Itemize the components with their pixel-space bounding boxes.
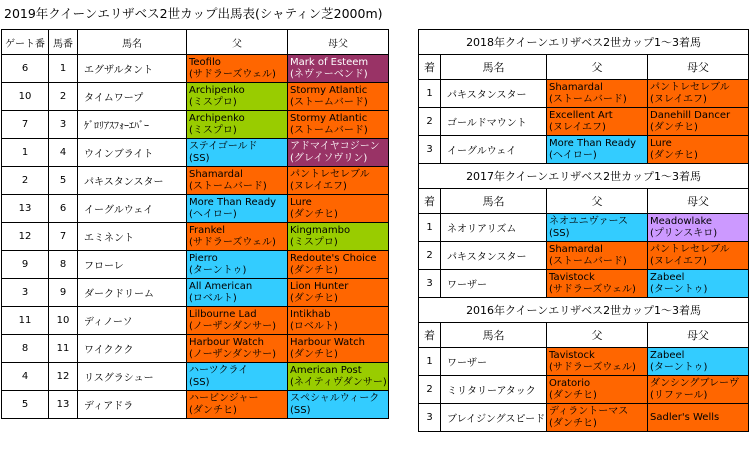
horse-name: エミネント <box>78 223 187 251</box>
result-row <box>419 108 749 136</box>
horse-name: ネオリアリズム <box>441 214 547 242</box>
sire-cell <box>187 111 288 139</box>
sire-line: (ストームバード) <box>549 255 627 267</box>
sire-line: (SS) <box>189 152 210 164</box>
dam-sire-cell <box>288 335 389 363</box>
dam-sire-line: (プリンスキロ) <box>650 227 718 239</box>
dam-sire-cell <box>288 279 389 307</box>
entry-row <box>2 391 389 419</box>
gate-number: 8 <box>2 335 49 363</box>
entry-row <box>2 111 389 139</box>
dam-sire-cell <box>288 391 389 419</box>
sire-name: Lilbourne Lad <box>189 308 257 320</box>
sire-line: (サドラーズウェル) <box>189 236 276 248</box>
header-sire: 父 <box>547 323 648 348</box>
sire-name: Tavistock <box>549 349 595 361</box>
horse-name: リスグラシュー <box>78 363 187 391</box>
gate-number: 4 <box>2 363 49 391</box>
sire-cell <box>187 391 288 419</box>
sire-name: Shamardal <box>549 243 603 255</box>
dam-sire-name: Stormy Atlantic <box>290 112 368 124</box>
dam-sire-line: (ミスプロ) <box>290 236 338 248</box>
dam-sire-line: (ダンチヒ) <box>650 121 698 133</box>
sire-cell <box>187 279 288 307</box>
sire-name: ハービンジャー <box>189 392 259 404</box>
dam-sire-line: (リファール) <box>650 389 708 401</box>
dam-sire-line: (SS) <box>290 404 311 416</box>
dam-sire-name: Intikhab <box>290 308 331 320</box>
header-horse: 馬名 <box>441 189 547 214</box>
horse-number: 10 <box>49 307 78 335</box>
sire-cell <box>187 167 288 195</box>
dam-sire-name: アドマイヤコジーン <box>290 140 380 152</box>
dam-sire-cell <box>288 55 389 83</box>
section-title: 2017年クイーンエリザベス2世カップ1～3着馬 <box>419 164 749 189</box>
sire-cell <box>187 251 288 279</box>
sire-cell <box>547 348 648 376</box>
horse-name: ワーザー <box>441 348 547 376</box>
dam-sire-line: (ストームバード) <box>290 96 368 108</box>
sire-cell <box>547 214 648 242</box>
horse-number: 9 <box>49 279 78 307</box>
dam-sire-cell <box>648 404 749 432</box>
sire-name: Frankel <box>189 224 225 236</box>
sire-line: (ターントゥ) <box>189 264 247 276</box>
result-row <box>419 136 749 164</box>
header-place: 着 <box>419 323 441 348</box>
result-row <box>419 242 749 270</box>
section-header-row <box>419 323 749 348</box>
horse-name: パキスタンスター <box>441 80 547 108</box>
entry-row <box>2 335 389 363</box>
dam-sire-cell <box>648 242 749 270</box>
horse-number: 11 <box>49 335 78 363</box>
dam-sire-cell <box>288 139 389 167</box>
entry-table <box>1 29 389 419</box>
sire-line: (ストームバード) <box>189 180 267 192</box>
dam-sire-line: (ダンチヒ) <box>290 348 338 360</box>
header-dam-sire: 母父 <box>648 55 749 80</box>
entry-row <box>2 363 389 391</box>
horse-number: 3 <box>49 111 78 139</box>
dam-sire-line: (ダンチヒ) <box>290 208 338 220</box>
sire-name: Pierro <box>189 252 218 264</box>
dam-sire-name: ダンシングブレーヴ <box>650 377 739 389</box>
dam-sire-line: (グレイソヴリン) <box>290 152 368 164</box>
header-sire: 父 <box>187 30 288 55</box>
gate-number: 1 <box>2 139 49 167</box>
sire-line: (ダンチヒ) <box>549 417 597 429</box>
horse-name: ウインブライト <box>78 139 187 167</box>
dam-sire-name: Kingmambo <box>290 224 351 236</box>
sire-line: (ミスプロ) <box>189 96 237 108</box>
dam-sire-cell <box>648 270 749 298</box>
dam-sire-name: Harbour Watch <box>290 336 365 348</box>
sire-name: All American <box>189 280 253 292</box>
header-dam-sire: 母父 <box>648 189 749 214</box>
gate-number: 5 <box>2 391 49 419</box>
sire-name: ステイゴールド <box>189 140 258 152</box>
horse-number: 1 <box>49 55 78 83</box>
horse-number: 12 <box>49 363 78 391</box>
dam-sire-name: Mark of Esteem <box>290 56 369 68</box>
dam-sire-cell <box>288 251 389 279</box>
dam-sire-cell <box>648 108 749 136</box>
entry-row <box>2 279 389 307</box>
sire-name: Oratorio <box>549 377 591 389</box>
dam-sire-name: American Post <box>290 364 362 376</box>
horse-name: ブレイジングスピード <box>441 404 547 432</box>
finish-place: 1 <box>419 348 441 376</box>
horse-name: ミリタリーアタック <box>441 376 547 404</box>
header-gate: ゲート番 <box>2 30 49 55</box>
sire-name: Archipenko <box>189 112 245 124</box>
sire-name: Shamardal <box>549 81 603 93</box>
sire-name: More Than Ready <box>189 196 277 208</box>
sire-cell <box>187 195 288 223</box>
sire-cell <box>187 139 288 167</box>
horse-number: 6 <box>49 195 78 223</box>
dam-sire-name: パントレセレブル <box>650 81 730 93</box>
gate-number: 2 <box>2 167 49 195</box>
sire-line: (ミスプロ) <box>189 124 237 136</box>
dam-sire-name: Redoute's Choice <box>290 252 377 264</box>
dam-sire-line: (ネイティヴダンサー) <box>290 376 387 388</box>
dam-sire-line: (ロベルト) <box>290 320 338 332</box>
finish-place: 3 <box>419 136 441 164</box>
entry-row <box>2 167 389 195</box>
entry-row <box>2 251 389 279</box>
sire-name: More Than Ready <box>549 137 637 149</box>
sire-line: (ヘイロー) <box>189 208 237 220</box>
gate-number: 6 <box>2 55 49 83</box>
dam-sire-cell <box>648 136 749 164</box>
dam-sire-name: スペシャルウィーク <box>290 392 380 404</box>
gate-number: 3 <box>2 279 49 307</box>
gate-number: 11 <box>2 307 49 335</box>
header-horse: 馬名 <box>78 30 187 55</box>
dam-sire-name: パントレセレブル <box>290 168 370 180</box>
finish-place: 1 <box>419 214 441 242</box>
horse-name: ワイククク <box>78 335 187 363</box>
finish-place: 2 <box>419 242 441 270</box>
dam-sire-line: (ダンチヒ) <box>290 292 338 304</box>
sire-cell <box>187 335 288 363</box>
result-row <box>419 80 749 108</box>
result-row <box>419 270 749 298</box>
sire-line: (ノーザンダンサー) <box>189 348 277 360</box>
result-row <box>419 404 749 432</box>
past-results-table <box>418 29 749 432</box>
sire-line: (ノーザンダンサー) <box>189 320 277 332</box>
entry-row <box>2 83 389 111</box>
dam-sire-line: (ヌレイエフ) <box>290 180 347 192</box>
dam-sire-name: Zabeel <box>650 271 685 283</box>
section-title-row <box>419 298 749 323</box>
dam-sire-name: Lure <box>650 137 672 149</box>
dam-sire-line: (ネヴァーベンド) <box>290 68 368 80</box>
dam-sire-cell <box>648 80 749 108</box>
dam-sire-line: (ターントゥ) <box>650 283 708 295</box>
header-horse: 馬名 <box>441 55 547 80</box>
dam-sire-name: Lion Hunter <box>290 280 349 292</box>
entry-row <box>2 307 389 335</box>
dam-sire-line: (ヌレイエフ) <box>650 255 707 267</box>
horse-name: ディアドラ <box>78 391 187 419</box>
sire-name: Excellent Art <box>549 109 613 121</box>
finish-place: 2 <box>419 376 441 404</box>
section-title-row <box>419 30 749 55</box>
section-header-row <box>419 55 749 80</box>
header-sire: 父 <box>547 189 648 214</box>
dam-sire-name: Danehill Dancer <box>650 109 731 121</box>
dam-sire-name: Lure <box>290 196 312 208</box>
sire-line: (SS) <box>549 227 570 239</box>
entry-row <box>2 223 389 251</box>
horse-name: ワーザー <box>441 270 547 298</box>
gate-number: 12 <box>2 223 49 251</box>
sire-cell <box>547 108 648 136</box>
sire-cell <box>187 363 288 391</box>
header-dam-sire: 母父 <box>288 30 389 55</box>
header-dam-sire: 母父 <box>648 323 749 348</box>
sire-cell <box>547 80 648 108</box>
sire-line: (ストームバード) <box>549 93 627 105</box>
dam-sire-cell <box>288 167 389 195</box>
finish-place: 2 <box>419 108 441 136</box>
dam-sire-cell <box>648 348 749 376</box>
entry-row <box>2 139 389 167</box>
horse-name: パキスタンスター <box>441 242 547 270</box>
finish-place: 1 <box>419 80 441 108</box>
dam-sire-cell <box>288 363 389 391</box>
sire-cell <box>547 242 648 270</box>
header-place: 着 <box>419 189 441 214</box>
horse-number: 2 <box>49 83 78 111</box>
sire-cell <box>187 55 288 83</box>
header-horse: 馬名 <box>441 323 547 348</box>
entry-row <box>2 55 389 83</box>
sire-line: (ヘイロー) <box>549 149 597 161</box>
sire-line: (ダンチヒ) <box>549 389 597 401</box>
horse-number: 5 <box>49 167 78 195</box>
horse-name: フローレ <box>78 251 187 279</box>
dam-sire-cell <box>288 83 389 111</box>
sire-line: (サドラーズウェル) <box>549 283 636 295</box>
sire-name: Archipenko <box>189 84 245 96</box>
dam-sire-name: パントレセレブル <box>650 243 730 255</box>
page-title: 2019年クイーンエリザベス2世カップ出馬表(シャティン芝2000m) <box>4 6 383 21</box>
horse-name: タイムワープ <box>78 83 187 111</box>
horse-number: 13 <box>49 391 78 419</box>
sire-cell <box>547 136 648 164</box>
entry-row <box>2 195 389 223</box>
sire-name: Shamardal <box>189 168 243 180</box>
sire-name: ネオユニヴァース <box>549 215 628 227</box>
horse-number: 4 <box>49 139 78 167</box>
horse-name: ｹﾞﾛﾘｱｽﾌｫｰｴﾊﾞｰ <box>78 111 187 139</box>
gate-number: 9 <box>2 251 49 279</box>
sire-line: (サドラーズウェル) <box>189 68 276 80</box>
horse-name: エグザルタント <box>78 55 187 83</box>
dam-sire-cell <box>288 111 389 139</box>
dam-sire-line: (ヌレイエフ) <box>650 93 707 105</box>
section-header-row <box>419 189 749 214</box>
result-row <box>419 376 749 404</box>
sire-cell <box>187 83 288 111</box>
horse-number: 8 <box>49 251 78 279</box>
header-number: 馬番 <box>49 30 78 55</box>
horse-name: パキスタンスター <box>78 167 187 195</box>
header-sire: 父 <box>547 55 648 80</box>
dam-sire-line: (ストームバード) <box>290 124 368 136</box>
finish-place: 3 <box>419 270 441 298</box>
sire-line: (ダンチヒ) <box>189 404 237 416</box>
sire-name: ハーツクライ <box>189 364 249 376</box>
dam-sire-name: Meadowlake <box>650 215 713 227</box>
header-place: 着 <box>419 55 441 80</box>
sire-name: ディラントーマス <box>549 405 629 417</box>
dam-sire-line: (ダンチヒ) <box>650 149 698 161</box>
dam-sire-name: Zabeel <box>650 349 685 361</box>
dam-sire-name: Sadler's Wells <box>650 411 720 423</box>
sire-line: (ロベルト) <box>189 292 237 304</box>
horse-name: ゴールドマウント <box>441 108 547 136</box>
dam-sire-line: (ターントゥ) <box>650 361 708 373</box>
sire-line: (ヌレイエフ) <box>549 121 606 133</box>
dam-sire-cell <box>288 195 389 223</box>
finish-place: 3 <box>419 404 441 432</box>
sire-cell <box>187 223 288 251</box>
horse-name: ディノーソ <box>78 307 187 335</box>
dam-sire-cell <box>648 214 749 242</box>
sire-cell <box>187 307 288 335</box>
gate-number: 13 <box>2 195 49 223</box>
gate-number: 10 <box>2 83 49 111</box>
dam-sire-cell <box>288 223 389 251</box>
section-title: 2016年クイーンエリザベス2世カップ1～3着馬 <box>419 298 749 323</box>
horse-number: 7 <box>49 223 78 251</box>
gate-number: 7 <box>2 111 49 139</box>
sire-name: Harbour Watch <box>189 336 264 348</box>
sire-line: (サドラーズウェル) <box>549 361 636 373</box>
sire-cell <box>547 404 648 432</box>
section-title: 2018年クイーンエリザベス2世カップ1～3着馬 <box>419 30 749 55</box>
sire-line: (SS) <box>189 376 210 388</box>
result-row <box>419 214 749 242</box>
horse-name: ダークドリーム <box>78 279 187 307</box>
horse-name: イーグルウェイ <box>441 136 547 164</box>
sire-cell <box>547 270 648 298</box>
dam-sire-line: (ダンチヒ) <box>290 264 338 276</box>
dam-sire-name: Stormy Atlantic <box>290 84 368 96</box>
sire-cell <box>547 376 648 404</box>
horse-name: イーグルウェイ <box>78 195 187 223</box>
sire-name: Teofilo <box>189 56 221 68</box>
dam-sire-cell <box>288 307 389 335</box>
dam-sire-cell <box>648 376 749 404</box>
result-row <box>419 348 749 376</box>
sire-name: Tavistock <box>549 271 595 283</box>
section-title-row <box>419 164 749 189</box>
